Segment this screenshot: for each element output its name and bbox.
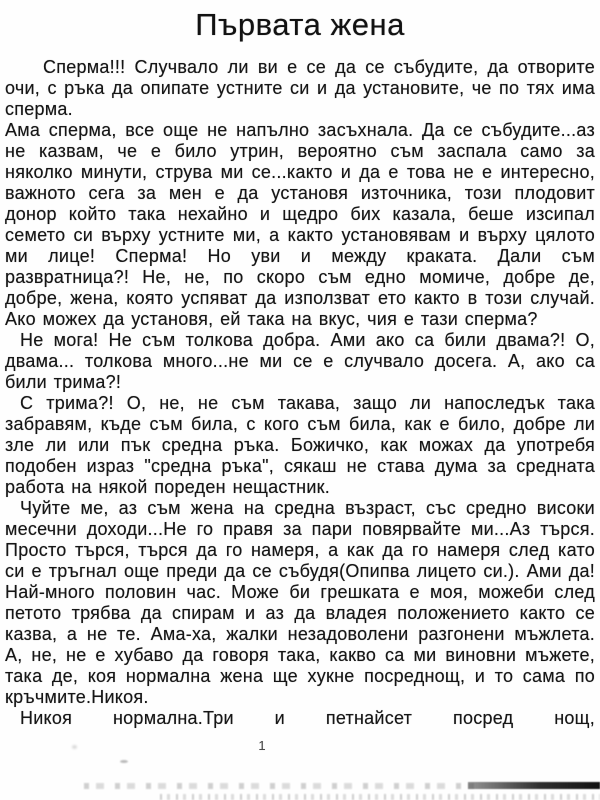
paragraph-2: Ама сперма, все още не напълно засъхнала. Да се събудите...аз не казвам, че е било утрин, вероятно съм заспала само за няколко минути, струва ми се...както и да е това не е интересно, важното сега за мен е да установя източника, този плодовит донор който така нехайно и щедро бих казала, беше изсипал семето си върху устните ми, а както установявам и върху цялото ми лице! Сперма! Но уви и между краката. Дали съм развратница?! Не, не, по скоро съм едно момиче, добре де, добре, жена, която успяват да използват ето както в този случай. Ако можех да установя, ей така на вкус, чия е тази сперма?: [5, 120, 595, 329]
paragraph-3: Не мога! Не съм толкова добра. Ами ако са били двама?! О, двама... толкова много...не ми се е случвало досега. А, ако са били трима?!: [5, 330, 595, 392]
scan-noise-band: [468, 782, 600, 789]
page-title: Първата жена: [195, 7, 405, 42]
paragraph-5: Чуйте ме, аз съм жена на средна възраст, със средно високи месечни доходи...Не го правя за пари повярвайте ми...Аз търся. Просто търся, търся да го намеря, а как да го намеря след като си е тръгнал още преди да се събудя(Опипва лицето си.). Ами да! Най-много половин час. Може би грешката е моя, можеби след петото трябва да спирам и аз да владея положението както се казва, а не те. Ама-ха, жалки незадоволени разгонени мъжлета. А, не, не е хубаво да говоря така, какво са ми виновни мъжете, така де, коя нормална жена ще хукне посреднощ, и то сама по кръчмите.Никоя.: [5, 498, 595, 707]
document-body: [0, 57, 600, 729]
scan-cutoff-text-edge: [160, 794, 600, 800]
scan-noise-band: [84, 783, 474, 789]
paragraph-4: С трима?! О, не, не съм такава, защо ли напоследък така забравям, къде съм била, с кого съм била, как е било, добре ли зле ли или пък средна ръка. Божичко, как можах да употребя подобен израз "средна ръка", сякаш не става дума за средната работа на някой пореден нещастник.: [5, 393, 595, 497]
paragraph-6: Никоя нормална.Три и петнайсет посред нощ,: [20, 708, 595, 728]
paragraph-1: Сперма!!! Случвало ли ви е се да се събудите, да отворите очи, с ръка да опипате устните си и да установите, че по тях има сперма.: [5, 57, 595, 119]
page-number: 1: [258, 738, 266, 753]
scan-speck: [72, 745, 77, 749]
scan-speck: [120, 760, 128, 763]
